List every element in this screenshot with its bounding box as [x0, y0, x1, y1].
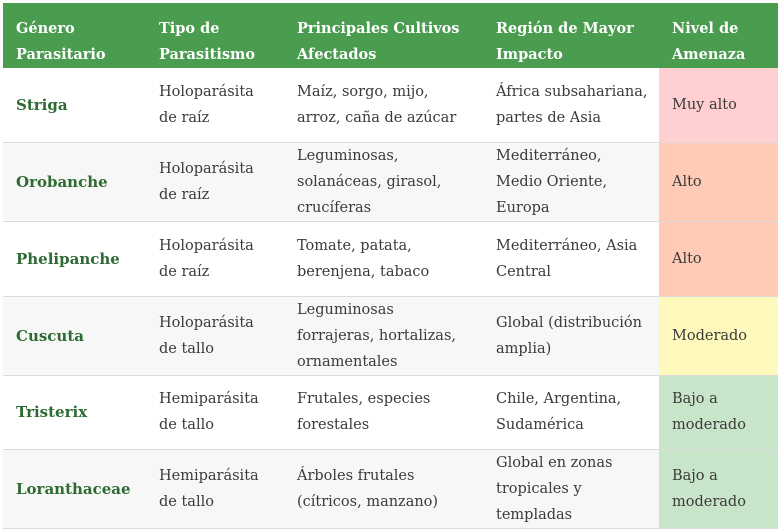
threat-level-cell: Moderado [659, 296, 778, 375]
table-header [3, 3, 778, 68]
table-row [3, 296, 778, 375]
region-cell: Global en zonas tropicales y templadas [483, 450, 659, 529]
header-cultivos: Principales Cultivos Afectados [284, 3, 483, 68]
table-row [3, 450, 778, 529]
genus-cell: Loranthaceae [3, 450, 146, 529]
header-amenaza: Nivel de Amenaza [659, 3, 778, 68]
threat-level-cell: Bajo a moderado [659, 375, 778, 450]
crops-cell: Frutales, especies forestales [284, 375, 483, 450]
genus-cell: Orobanche [3, 143, 146, 222]
region-cell: Mediterráneo, Asia Central [483, 222, 659, 297]
crops-cell: Tomate, patata, berenjena, tabaco [284, 222, 483, 297]
region-cell: Chile, Argentina, Sudamérica [483, 375, 659, 450]
region-cell: Mediterráneo, Medio Oriente, Europa [483, 143, 659, 222]
crops-cell: Leguminosas, solanáceas, girasol, crucíferas [284, 143, 483, 222]
genus-cell: Striga [3, 68, 146, 143]
threat-level-cell: Alto [659, 222, 778, 297]
table-body [3, 68, 778, 529]
genus-cell: Cuscuta [3, 296, 146, 375]
type-cell: Holoparásita de raíz [146, 143, 284, 222]
type-cell: Hemiparásita de tallo [146, 450, 284, 529]
table-row [3, 375, 778, 450]
genus-cell: Tristerix [3, 375, 146, 450]
threat-level-cell: Alto [659, 143, 778, 222]
crops-cell: Maíz, sorgo, mijo, arroz, caña de azúcar [284, 68, 483, 143]
table-row [3, 222, 778, 297]
type-cell: Holoparásita de raíz [146, 222, 284, 297]
parasite-table-container [3, 3, 778, 529]
crops-cell: Leguminosas forrajeras, hortalizas, ornamentales [284, 296, 483, 375]
threat-level-cell: Bajo a moderado [659, 450, 778, 529]
type-cell: Hemiparásita de tallo [146, 375, 284, 450]
type-cell: Holoparásita de tallo [146, 296, 284, 375]
parasitic-plants-table [3, 3, 778, 529]
header-row [3, 3, 778, 68]
header-genero: Género Parasitario [3, 3, 146, 68]
table-row [3, 68, 778, 143]
table-row [3, 143, 778, 222]
header-region: Región de Mayor Impacto [483, 3, 659, 68]
header-tipo: Tipo de Parasitismo [146, 3, 284, 68]
genus-cell: Phelipanche [3, 222, 146, 297]
threat-level-cell: Muy alto [659, 68, 778, 143]
region-cell: Global (distribución amplia) [483, 296, 659, 375]
type-cell: Holoparásita de raíz [146, 68, 284, 143]
region-cell: África subsahariana, partes de Asia [483, 68, 659, 143]
crops-cell: Árboles frutales (cítricos, manzano) [284, 450, 483, 529]
